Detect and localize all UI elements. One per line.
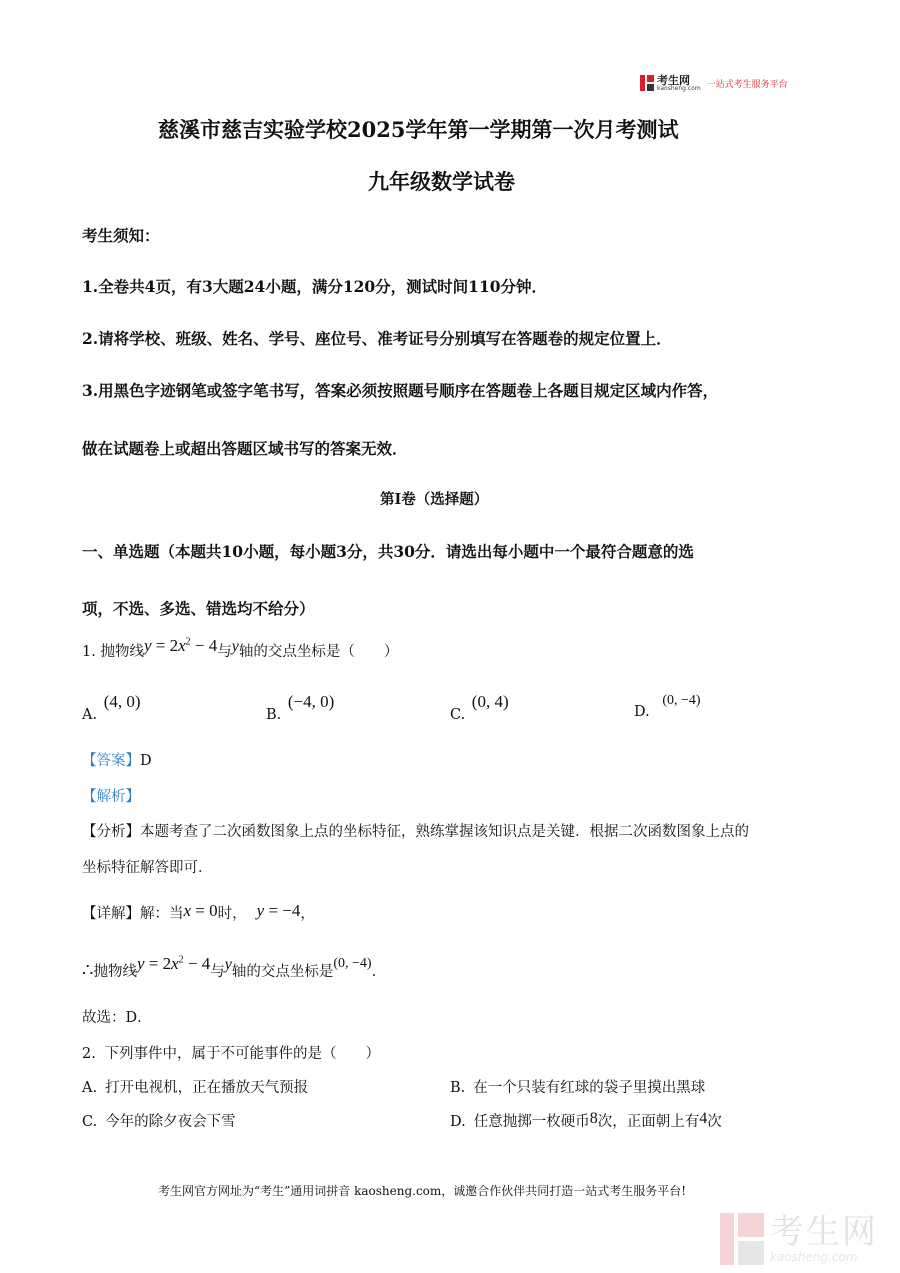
option-c-value: (0, 4) [471,692,509,711]
question-number: 1. [82,644,96,660]
detail-line: 【详解】解：当x = 0时， y = −4， [82,901,315,922]
q2-option-c: C. 今年的除夕夜会下雪 [82,1114,236,1130]
question-2-stem: 2. 下列事件中，属于不可能事件的是（ ） [82,1046,380,1062]
option-b-value: (−4, 0) [287,692,335,711]
brand-logo [640,72,788,94]
answer-tag: 【答案】 [82,753,140,769]
part-title: 第Ⅰ卷（选择题） [380,491,489,508]
notice-item-2: 2.请将学校、班级、姓名、学号、座位号、准考证号分别填写在答题卷的规定位置上． [82,329,672,348]
choice-line: 故选：D． [82,1010,152,1026]
notice-item-3-cont: 做在试题卷上或超出答题区域书写的答案无效． [82,439,408,458]
watermark-logo [720,1213,878,1265]
analysis-line-1: 【分析】本题考查了二次函数图象上点的坐标特征，熟练掌握该知识点是关键．根据二次函数图象上点的 [82,824,749,840]
question-number: 2. [82,1046,96,1062]
logo-brand-name: 考生网 [657,73,690,87]
analysis-line-2: 坐标特征解答即可． [82,860,213,876]
notice-item-3: 3.用黑色字迹钢笔或签字笔书写，答案必须按照题号顺序在答题卷上各题目规定区域内作答， [82,381,719,400]
conclusion-line: ∴抛物线$y = 2x^2 - 4$与y轴的交点坐标是(0, −4)． [82,954,387,980]
notice-heading: 考生须知： [82,226,160,245]
option-a: A. (4, 0) [82,692,141,723]
answer-line [82,749,152,770]
option-b: B. (−4, 0) [266,692,335,723]
option-c: C. (0, 4) [450,692,509,723]
section-heading-cont: 项，不选、多选、错选均不给分） [82,599,315,618]
notice-item-1: 1.全卷共4页，有3大题24小题，满分120分，测试时间110分钟． [82,277,548,296]
q2-option-b: B. 在一个只装有红球的袋子里摸出黑球 [450,1080,706,1096]
footer-note: 考生网官方网址为“考生”通用词拼音 kaosheng.com，诚邀合作伙伴共同打造一站式考生服务平台! [158,1184,687,1198]
watermark-mark-icon [720,1213,764,1265]
exam-subtitle: 九年级数学试卷 [368,169,515,194]
logo-brand-domain: kaosheng.com [657,84,701,92]
section-heading: 一、单选题（本题共10小题，每小题3分，共30分．请选出每小题中一个最符合题意的选 [82,542,694,561]
option-a-value: (4, 0) [103,692,141,711]
answer-value: D [140,753,152,769]
logo-mark-icon [640,75,654,91]
equation-parabola: $y = 2x^2 - 4$ [143,636,218,655]
watermark-domain: kaosheng.com [770,1250,858,1264]
q2-option-a: A. 打开电视机，正在播放天气预报 [82,1080,309,1096]
exam-title: 慈溪市慈吉实验学校2025学年第一学期第一次月考测试 [158,117,679,142]
question-1-stem: 1. 抛物线$y = 2x^2 - 4$与y轴的交点坐标是（ ） [82,636,399,660]
watermark-brand: 考生网 [770,1212,878,1252]
option-d: D. (0, −4) [634,693,701,720]
logo-slogan: 一站式考生服务平台 [706,79,788,90]
option-d-value: (0, −4) [662,693,701,708]
q2-option-d: D. 任意抛掷一枚硬币8次，正面朝上有4次 [450,1110,722,1130]
analysis-tag: 【解析】 [82,789,140,805]
